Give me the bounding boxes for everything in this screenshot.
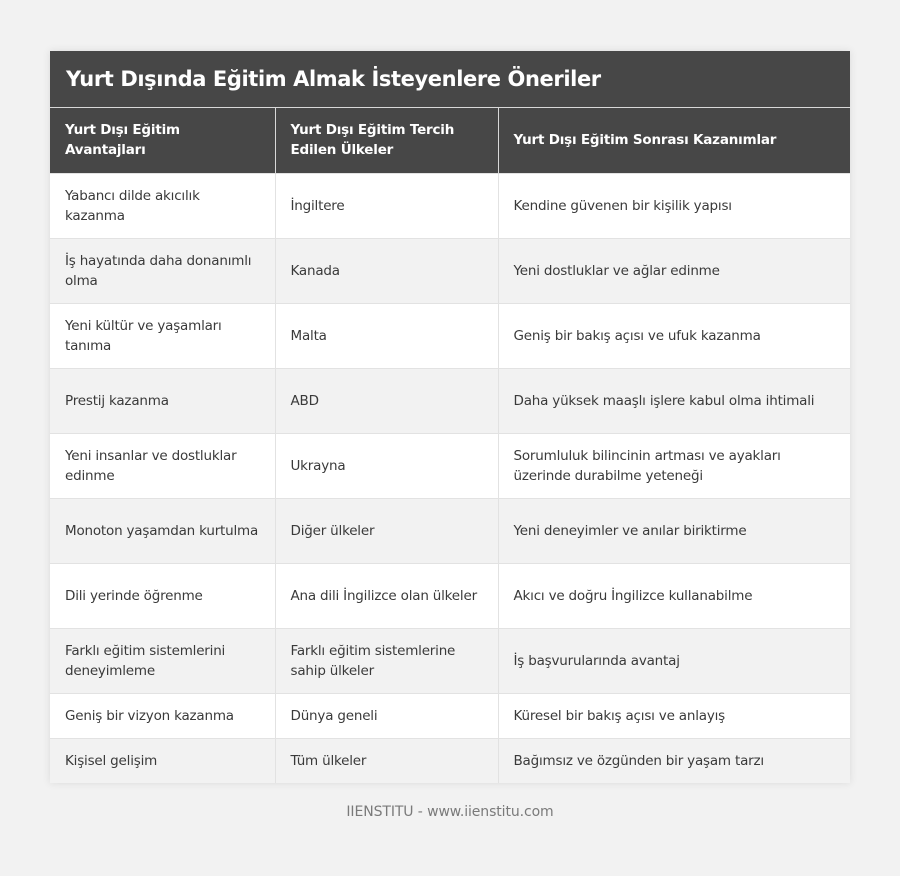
cell-gain: Yeni dostluklar ve ağlar edinme [498,238,850,303]
cell-gain: Sorumluluk bilincinin artması ve ayakları üzerinde durabilme yeteneği [498,433,850,498]
table-row [50,173,850,238]
cell-country: Diğer ülkeler [275,498,498,563]
cell-advantage: Monoton yaşamdan kurtulma [50,498,275,563]
column-header-countries: Yurt Dışı Eğitim Tercih Edilen Ülkeler [275,108,498,173]
data-table [50,108,850,783]
cell-gain: Kendine güvenen bir kişilik yapısı [498,173,850,238]
table-row [50,498,850,563]
footer-credit: IIENSTITU - www.iienstitu.com [346,804,554,820]
column-header-gains: Yurt Dışı Eğitim Sonrası Kazanımlar [498,108,850,173]
cell-advantage: Yeni kültür ve yaşamları tanıma [50,303,275,368]
cell-advantage: Prestij kazanma [50,368,275,433]
cell-advantage: Geniş bir vizyon kazanma [50,693,275,738]
cell-advantage: Yabancı dilde akıcılık kazanma [50,173,275,238]
cell-country: Malta [275,303,498,368]
cell-advantage: Dili yerinde öğrenme [50,563,275,628]
cell-country: Farklı eğitim sistemlerine sahip ülkeler [275,628,498,693]
table-row [50,738,850,783]
cell-country: ABD [275,368,498,433]
table-title: Yurt Dışında Eğitim Almak İsteyenlere Öneriler [50,51,850,108]
cell-gain: İş başvurularında avantaj [498,628,850,693]
cell-gain: Geniş bir bakış açısı ve ufuk kazanma [498,303,850,368]
column-header-advantages: Yurt Dışı Eğitim Avantajları [50,108,275,173]
table-card [50,51,850,783]
cell-gain: Bağımsız ve özgünden bir yaşam tarzı [498,738,850,783]
cell-gain: Yeni deneyimler ve anılar biriktirme [498,498,850,563]
table-row [50,433,850,498]
table-row [50,628,850,693]
cell-gain: Akıcı ve doğru İngilizce kullanabilme [498,563,850,628]
table-row [50,303,850,368]
header-row [50,108,850,173]
cell-advantage: Farklı eğitim sistemlerini deneyimleme [50,628,275,693]
table-row [50,693,850,738]
cell-advantage: Yeni insanlar ve dostluklar edinme [50,433,275,498]
cell-country: Ukrayna [275,433,498,498]
cell-advantage: İş hayatında daha donanımlı olma [50,238,275,303]
cell-advantage: Kişisel gelişim [50,738,275,783]
cell-country: İngiltere [275,173,498,238]
cell-country: Kanada [275,238,498,303]
cell-gain: Daha yüksek maaşlı işlere kabul olma ihtimali [498,368,850,433]
cell-country: Dünya geneli [275,693,498,738]
cell-country: Tüm ülkeler [275,738,498,783]
cell-gain: Küresel bir bakış açısı ve anlayış [498,693,850,738]
table-row [50,238,850,303]
table-row [50,368,850,433]
cell-country: Ana dili İngilizce olan ülkeler [275,563,498,628]
table-row [50,563,850,628]
